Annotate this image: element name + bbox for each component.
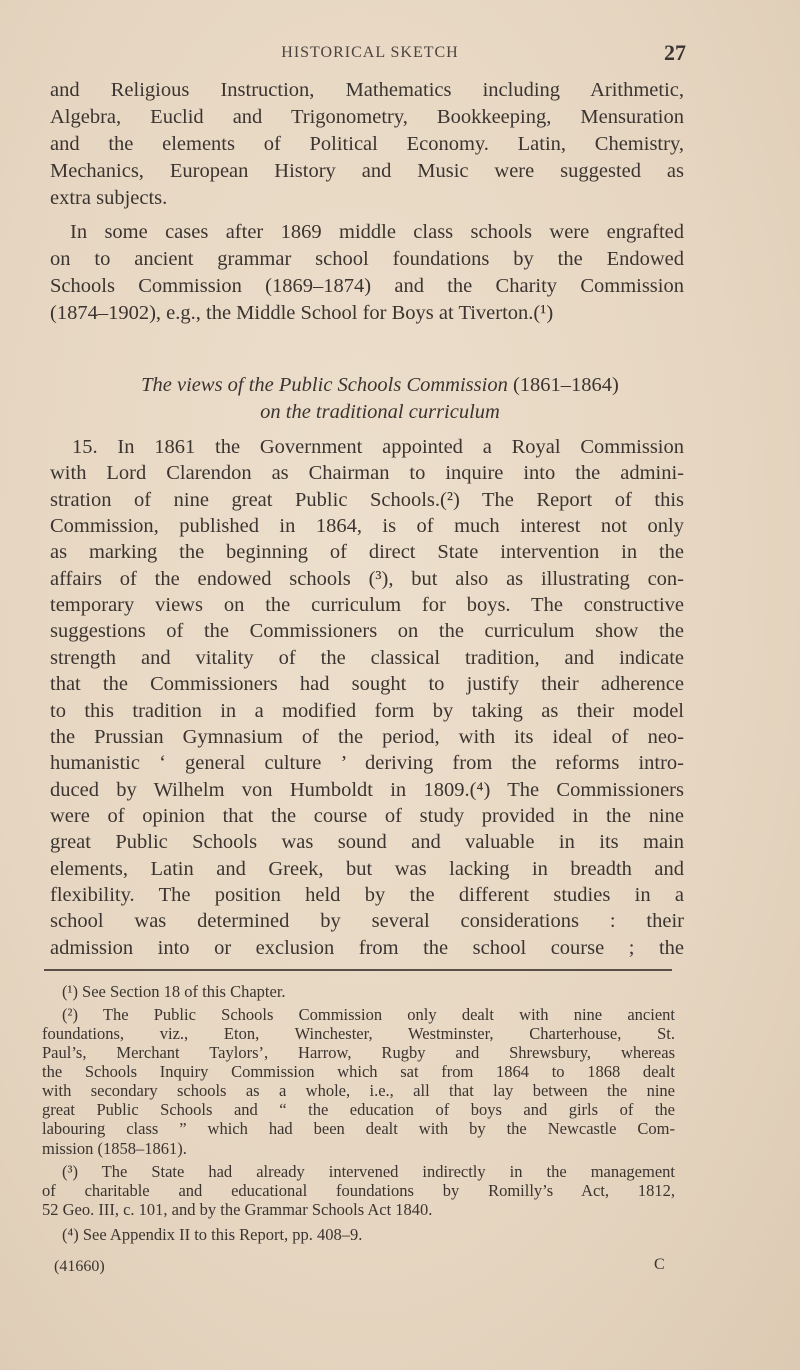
gathering-mark: C xyxy=(654,1256,665,1273)
text-line: great Public Schools and “ the education of boys and girls of the xyxy=(42,1100,675,1119)
section-heading-subtitle: on the traditional curriculum xyxy=(260,401,500,423)
text-line: mission (1858–1861). xyxy=(42,1139,187,1158)
text-line: In some cases after 1869 middle class schools were engrafted xyxy=(70,221,684,243)
text-line: Mechanics, European History and Music were suggested as xyxy=(50,160,684,182)
text-line: of charitable and educational foundations by Romilly’s Act, 1812, xyxy=(42,1181,675,1200)
text-line: on to ancient grammar school foundations by the Endowed xyxy=(50,248,684,270)
text-line: school was determined by several considerations : their xyxy=(50,910,684,933)
text-line: that the Commissioners had sought to justify their adherence xyxy=(50,673,684,696)
text-line: as marking the beginning of direct State intervention in the xyxy=(50,541,684,564)
text-line: elements, Latin and Greek, but was lacking in breadth and xyxy=(50,857,684,880)
section-heading-dates: (1861–1864) xyxy=(512,374,619,396)
text-line: great Public Schools was sound and valuable in its main xyxy=(50,831,684,854)
text-line: the Prussian Gymnasium of the period, with its ideal of neo- xyxy=(50,725,684,748)
text-line: and Religious Instruction, Mathematics including Arithmetic, xyxy=(50,79,684,101)
text-line: (³) The State had already intervened indirectly in the management xyxy=(62,1162,675,1181)
text-line: Commission, published in 1864, is of much interest not only xyxy=(50,515,684,538)
text-line: suggestions of the Commissioners on the curriculum show the xyxy=(50,620,684,643)
text-line: temporary views on the curriculum for boys. The constructive xyxy=(50,594,684,617)
text-line: humanistic ‘ general culture ’ deriving from the reforms intro- xyxy=(50,752,684,775)
print-code: (41660) xyxy=(54,1258,105,1275)
text-line: with Lord Clarendon as Chairman to inquire into the admini- xyxy=(50,462,684,485)
section-heading xyxy=(0,372,780,398)
text-line: Algebra, Euclid and Trigonometry, Bookkeeping, Mensuration xyxy=(50,106,684,128)
text-line: and the elements of Political Economy. Latin, Chemistry, xyxy=(50,133,684,155)
text-line: to this tradition in a modified form by taking as their model xyxy=(50,699,684,722)
text-line: extra subjects. xyxy=(50,187,168,209)
text-line: admission into or exclusion from the school course ; the xyxy=(50,936,684,959)
footnote-divider xyxy=(44,969,672,971)
page-number: 27 xyxy=(664,40,686,65)
text-line: duced by Wilhelm von Humboldt in 1809.(⁴) The Commissioners xyxy=(50,778,684,801)
text-line: (⁴) See Appendix II to this Report, pp. 408–9. xyxy=(62,1225,363,1244)
text-line: (¹) See Section 18 of this Chapter. xyxy=(62,982,286,1001)
text-line: (²) The Public Schools Commission only dealt with nine ancient xyxy=(62,1005,675,1024)
text-line: Schools Commission (1869–1874) and the Charity Commission xyxy=(50,275,684,297)
text-line: strength and vitality of the classical tradition, and indicate xyxy=(50,646,684,669)
section-heading-title: The views of the Public Schools Commission xyxy=(141,374,508,396)
text-line: (1874–1902), e.g., the Middle School for Boys at Tiverton.(¹) xyxy=(50,302,554,324)
text-line: affairs of the endowed schools (³), but also as illustrating con- xyxy=(50,567,684,590)
text-line: labouring class ” which had been dealt with by the Newcastle Com- xyxy=(42,1119,675,1138)
text-line: Paul’s, Merchant Taylors’, Harrow, Rugby and Shrewsbury, whereas xyxy=(42,1043,675,1062)
text-line: were of opinion that the course of study provided in the nine xyxy=(50,804,684,827)
running-title: HISTORICAL SKETCH xyxy=(281,44,459,61)
text-line: foundations, viz., Eton, Winchester, Westminster, Charterhouse, St. xyxy=(42,1024,675,1043)
text-line: stration of nine great Public Schools.(²) The Report of this xyxy=(50,488,684,511)
text-line: 15. In 1861 the Government appointed a Royal Commission xyxy=(72,436,684,458)
text-line: 52 Geo. III, c. 101, and by the Grammar Schools Act 1840. xyxy=(42,1200,433,1219)
text-line: the Schools Inquiry Commission which sat from 1864 to 1868 dealt xyxy=(42,1062,675,1081)
text-line: flexibility. The position held by the different studies in a xyxy=(50,883,684,906)
text-line: with secondary schools as a whole, i.e., all that lay between the nine xyxy=(42,1081,675,1100)
